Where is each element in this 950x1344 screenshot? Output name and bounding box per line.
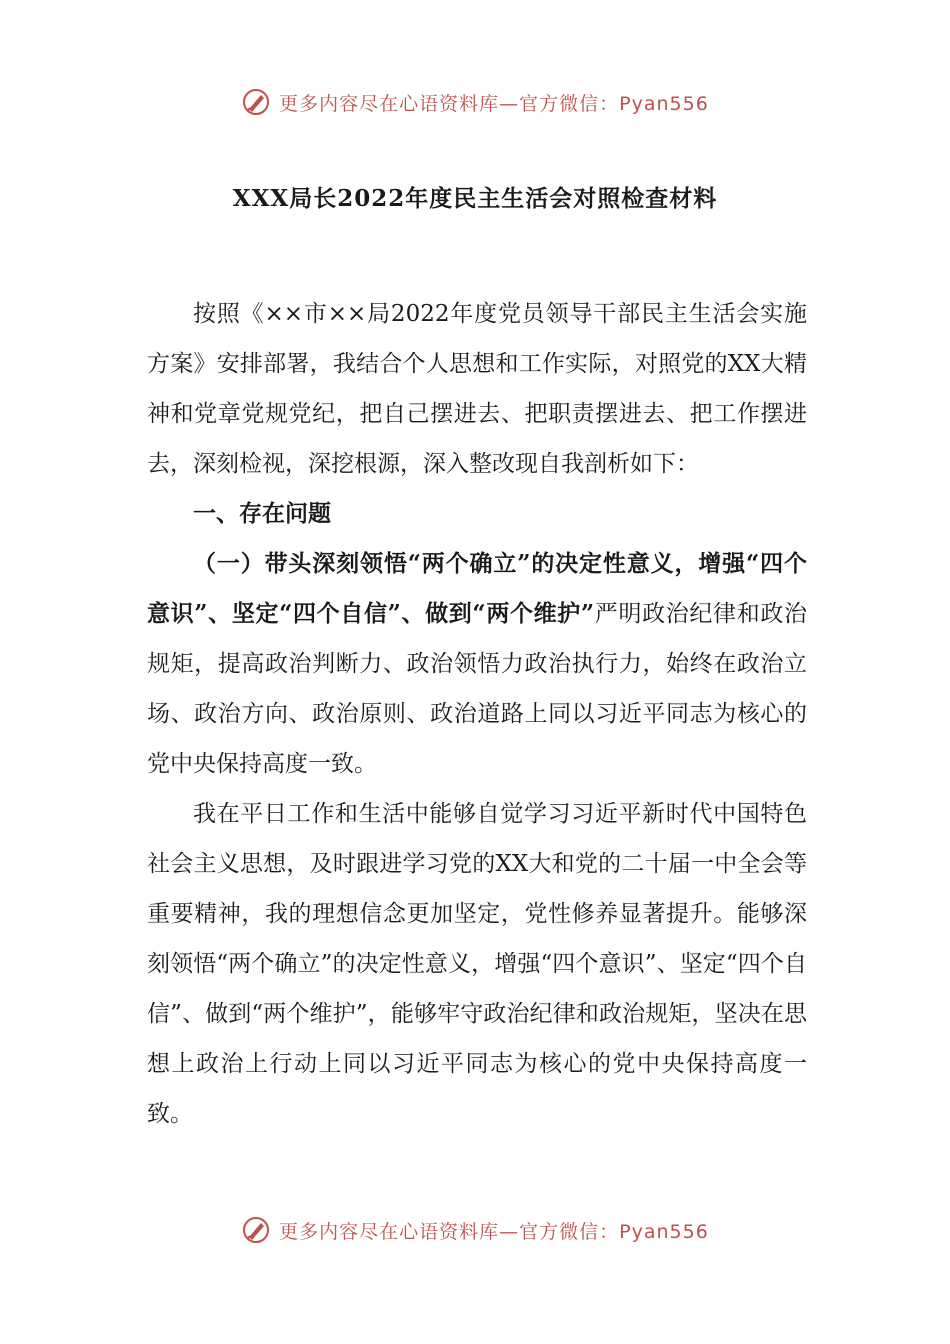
document-body (147, 289, 807, 1139)
document-title: XXX局长2022年度民主生活会对照检查材料 (232, 185, 718, 212)
section-heading: 一、存在问题 (193, 500, 331, 527)
watermark-text: 更多内容尽在心语资料库—官方微信：Pyan556 (279, 1220, 709, 1243)
pen-seal-icon (241, 87, 271, 117)
body-paragraph: 我在平日工作和生活中能够自觉学习习近平新时代中国特色社会主义思想，及时跟进学习党的XX大和党的二十届一中全会等重要精神，我的理想信念更加坚定，党性修养显著提升。能够深刻领悟“两个确立”的决定性意义，增强“四个意识”、坚定“四个自信”、做到“两个维护”，能够牢守政治纪律和政治规矩，坚决在思想上政治上行动上同以习近平同志为核心的党中央保持高度一致。 (147, 801, 807, 1127)
intro-paragraph: 按照《××市××局2022年度党员领导干部民主生活会实施方案》安排部署，我结合个人思想和工作实际，对照党的XX大精神和党章党规党纪，把自己摆进去、把职责摆进去、把工作摆进去，深刻检视，深挖根源，深入整改现自我剖析如下： (147, 301, 807, 477)
watermark-banner-bottom (0, 1208, 950, 1252)
watermark-banner-top (0, 80, 950, 124)
pen-seal-icon (241, 1215, 271, 1245)
subsection-heading: （一）带头深刻领悟“两个确立”的决定性意义，增强“四个意识”、坚定“四个自信”、做到“两个维护” (147, 550, 807, 627)
subsection-paragraph (147, 539, 807, 789)
subsection-text: 严明政治纪律和政治规矩，提高政治判断力、政治领悟力政治执行力，始终在政治立场、政治方向、政治原则、政治道路上同以习近平同志为核心的党中央保持高度一致。 (147, 601, 808, 777)
watermark-text: 更多内容尽在心语资料库—官方微信：Pyan556 (279, 92, 709, 115)
